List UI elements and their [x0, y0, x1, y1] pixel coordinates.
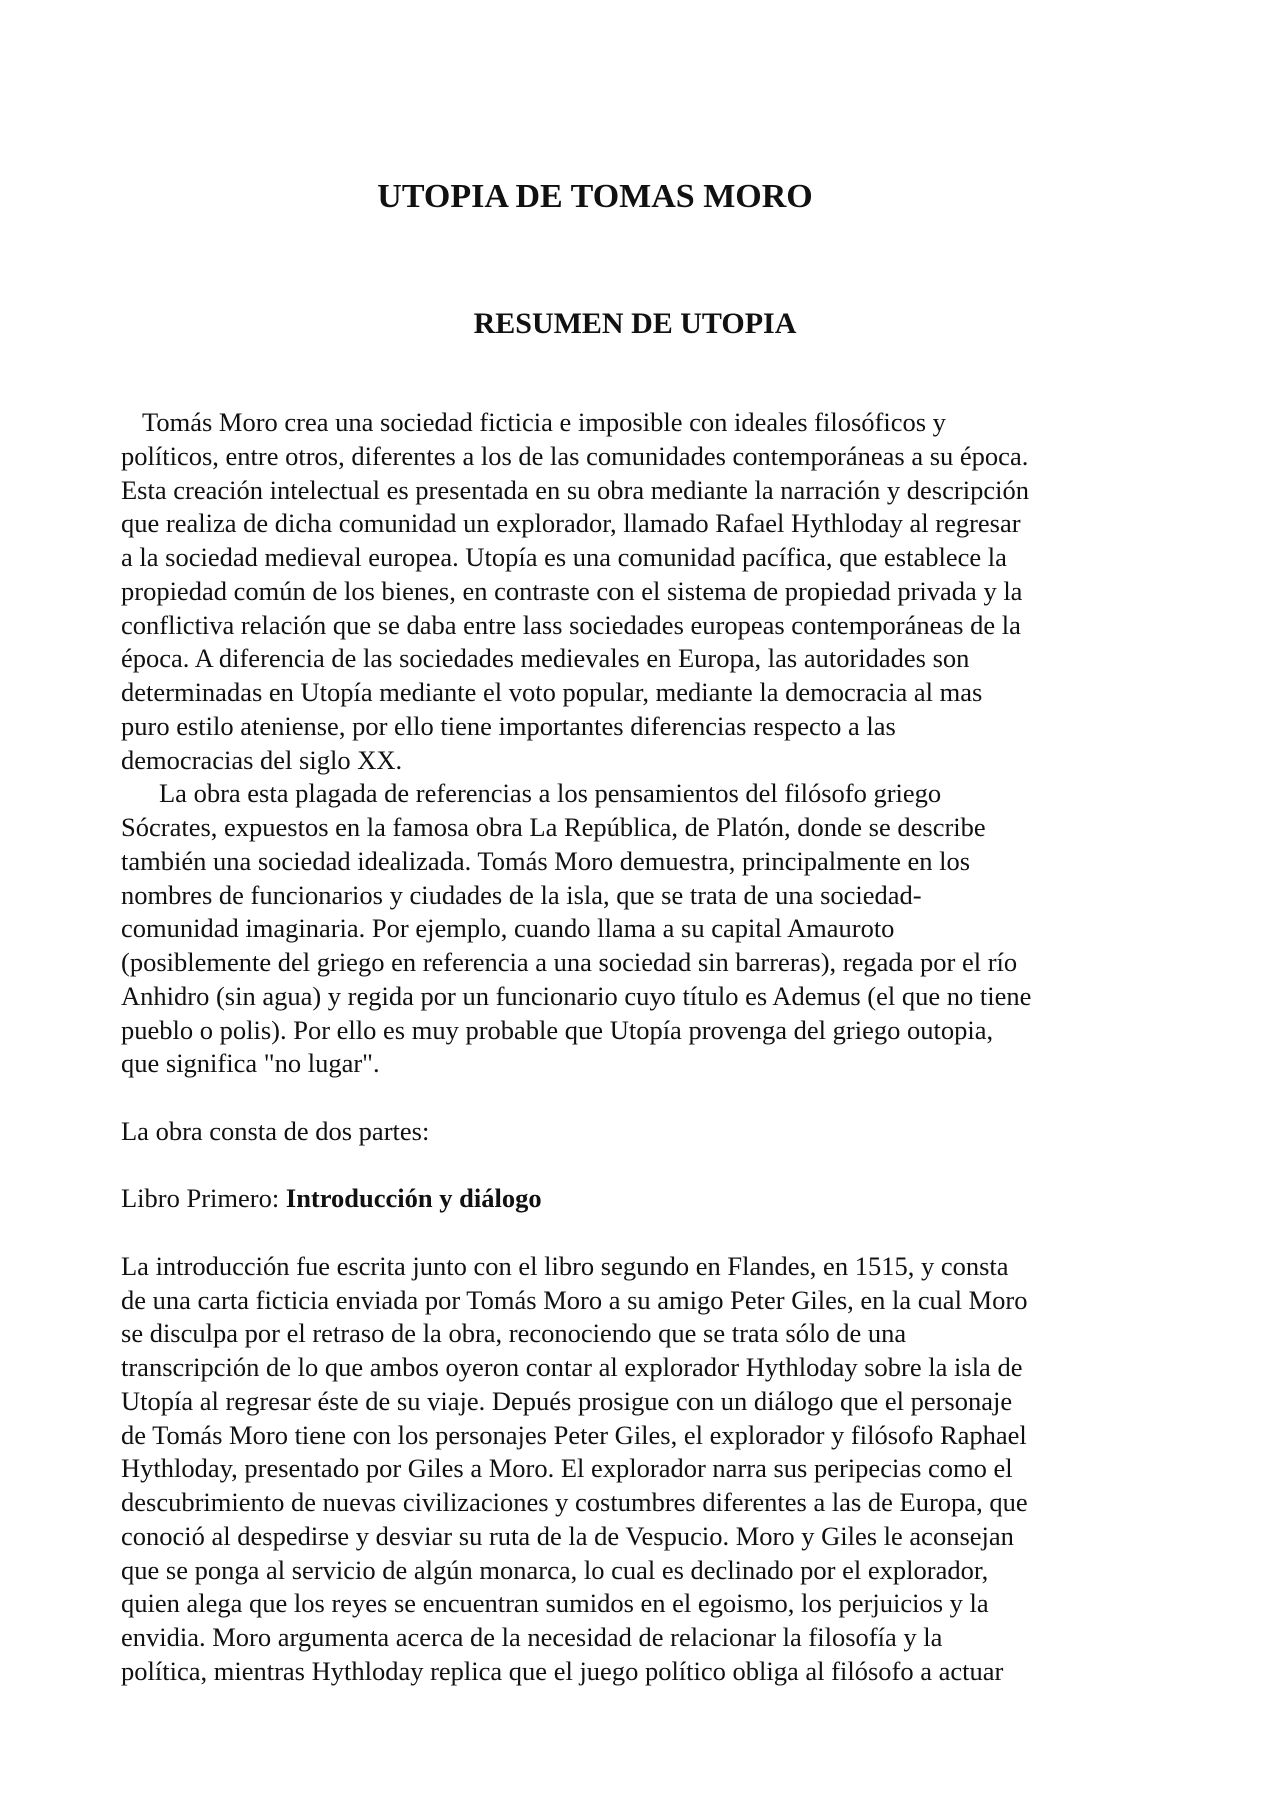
- text-line: conflictiva relación que se daba entre lass sociedades europeas contemporáneas de la: [121, 609, 1021, 640]
- text-line: conoció al despedirse y desviar su ruta de la de Vespucio. Moro y Giles le aconsejan: [121, 1520, 1014, 1551]
- text-line: que realiza de dicha comunidad un explorador, llamado Rafael Hythloday al regresar: [121, 508, 1021, 539]
- text-line: también una sociedad idealizada. Tomás Moro demuestra, principalmente en los: [121, 845, 971, 876]
- text-line: transcripción de lo que ambos oyeron contar al explorador Hythloday sobre la isla de: [121, 1352, 1023, 1382]
- text-line: Esta creación intelectual es presentada en su obra mediante la narración y descripción: [121, 474, 1029, 505]
- text-line: Utopía al regresar éste de su viaje. Depués prosigue con un diálogo que el personaje: [121, 1385, 1013, 1416]
- text-line: época. A diferencia de las sociedades medievales en Europa, las autoridades son: [121, 643, 970, 674]
- text-line: La obra esta plagada de referencias a los pensamientos del filósofo griego: [159, 778, 942, 809]
- book1-label: Libro Primero:: [121, 1183, 286, 1214]
- text-line: Tomás Moro crea una sociedad ficticia e imposible con ideales filosóficos y: [142, 407, 946, 437]
- text-line: (posiblemente del griego en referencia a una sociedad sin barreras), regada por el río: [121, 947, 1018, 977]
- book1-heading: [121, 1182, 1181, 1216]
- text-line: de Tomás Moro tiene con los personajes Peter Giles, el explorador y filósofo Raphael: [121, 1419, 1027, 1450]
- parts-intro: La obra consta de dos partes:: [121, 1115, 430, 1146]
- text-line: pueblo o polis). Por ello es muy probable que Utopía provenga del griego outopia,: [121, 1014, 994, 1045]
- book1-title: Introducción y diálogo: [285, 1183, 542, 1214]
- text-line: a la sociedad medieval europea. Utopía es una comunidad pacífica, que establece la: [121, 542, 1007, 572]
- text-line: quien alega que los reyes se encuentran sumidos en el egoismo, los perjuicios y la: [121, 1588, 989, 1619]
- text-line: propiedad común de los bienes, en contraste con el sistema de propiedad privada y la: [121, 575, 1023, 606]
- text-line: de una carta ficticia enviada por Tomás Moro a su amigo Peter Giles, en la cual Moro: [121, 1284, 1028, 1315]
- document-title: UTOPIA DE TOMAS MORO: [377, 178, 813, 215]
- text-line: política, mientras Hythloday replica que el juego político obliga al filósofo a actuar: [121, 1655, 1004, 1686]
- text-line: puro estilo ateniense, por ello tiene importantes diferencias respecto a las: [121, 710, 896, 741]
- paragraph-1: [121, 406, 1181, 777]
- text-line: políticos, entre otros, diferentes a los de las comunidades contemporáneas a su época.: [121, 440, 1029, 471]
- text-line: Hythloday, presentado por Giles a Moro. El explorador narra sus peripecias como el: [121, 1453, 1013, 1484]
- text-line: descubrimiento de nuevas civilizaciones y costumbres diferentes a las de Europa, que: [121, 1487, 1028, 1517]
- text-line: determinadas en Utopía mediante el voto popular, mediante la democracia al mas: [121, 677, 983, 707]
- text-line: Sócrates, expuestos en la famosa obra La República, de Platón, donde se describe: [121, 812, 986, 842]
- text-line: envidia. Moro argumenta acerca de la necesidad de relacionar la filosofía y la: [121, 1622, 943, 1652]
- text-line: La introducción fue escrita junto con el libro segundo en Flandes, en 1515, y consta: [121, 1250, 1009, 1281]
- text-line: democracias del siglo XX.: [121, 744, 403, 775]
- paragraph-3: [121, 1250, 1181, 1689]
- text-line: nombres de funcionarios y ciudades de la isla, que se trata de una sociedad-: [121, 879, 922, 910]
- text-line: que significa "no lugar".: [121, 1048, 380, 1079]
- text-line: se disculpa por el retraso de la obra, reconociendo que se trata sólo de una: [121, 1318, 907, 1349]
- text-line: que se ponga al servicio de algún monarca, lo cual es declinado por el explorador,: [121, 1554, 989, 1585]
- text-line: Anhidro (sin agua) y regida por un funcionario cuyo título es Ademus (el que no tiene: [121, 980, 1032, 1011]
- document-body: [121, 406, 1181, 1689]
- text-line: comunidad imaginaria. Por ejemplo, cuando llama a su capital Amauroto: [121, 913, 895, 944]
- paragraph-2: [121, 777, 1181, 1081]
- document-subtitle: RESUMEN DE UTOPIA: [473, 307, 797, 340]
